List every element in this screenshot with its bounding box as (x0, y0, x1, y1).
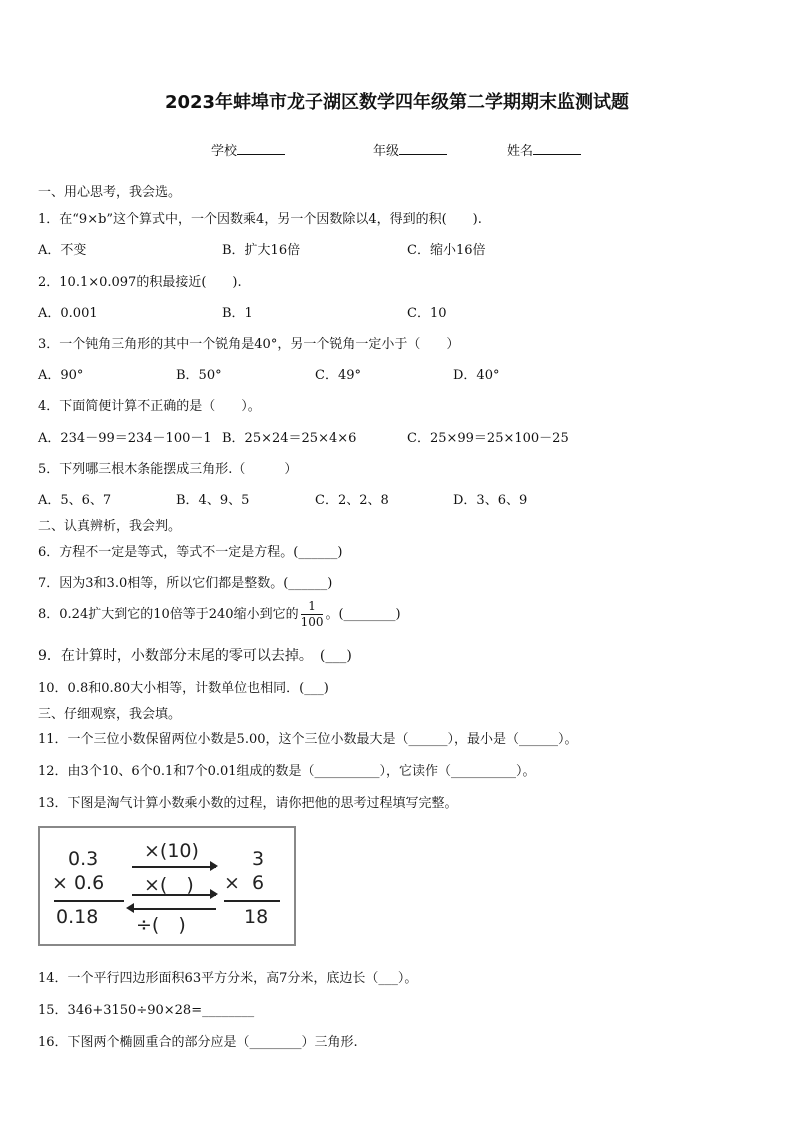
question-5: 5．下列哪三根木条能摆成三角形.（ ） (38, 462, 298, 477)
arrow-1-head (210, 861, 218, 871)
q5-option-c[interactable]: C．2、2、8 (315, 493, 389, 508)
right-rule (224, 900, 280, 902)
name-label: 姓名 (507, 144, 534, 159)
q2-option-b[interactable]: B．1 (222, 306, 253, 321)
school-label: 学校 (211, 144, 238, 159)
arrow-1-line (132, 866, 216, 868)
section-3-heading: 三、仔细观察，我会填。 (38, 707, 182, 722)
factor-3: 3 (252, 848, 265, 870)
q1-option-c[interactable]: C．缩小16倍 (407, 243, 486, 258)
question-15: 15．346+3150÷90×28=________ (38, 1003, 255, 1018)
question-3: 3．一个钝角三角形的其中一个锐角是40°，另一个锐角一定小于（ ） (38, 337, 460, 352)
op-times-blank[interactable]: ×( ) (144, 874, 194, 896)
q2-option-a[interactable]: A．0.001 (38, 306, 98, 321)
grade-label: 年级 (373, 144, 400, 159)
school-blank[interactable] (237, 142, 285, 155)
grade-blank[interactable] (399, 142, 447, 155)
q8-answer-blank: 。(________) (325, 607, 401, 622)
product-18: 18 (244, 906, 269, 928)
q4-option-c[interactable]: C．25×99＝25×100－25 (407, 431, 569, 446)
question-12: 12．由3个10、6个0.1和7个0.01组成的数是（__________），它读作（__________）。 (38, 764, 536, 779)
q5-option-d[interactable]: D．3、6、9 (453, 493, 528, 508)
question-7: 7．因为3和3.0相等，所以它们都是整数。(______) (38, 576, 333, 591)
page-title: 2023年蚌埠市龙子湖区数学四年级第二学期期末监测试题 (164, 92, 630, 113)
section-1-heading: 一、用心思考，我会选。 (38, 185, 182, 200)
question-14: 14．一个平行四边形面积63平方分米，高7分米，底边长（___）。 (38, 971, 418, 986)
factor-0-3: 0.3 (68, 848, 99, 870)
question-4: 4．下面简便计算不正确的是（ ）。 (38, 399, 261, 414)
arrow-2-head (210, 889, 218, 899)
q8-text: 8．0.24扩大到它的10倍等于240缩小到它的 (38, 607, 299, 622)
q3-option-d[interactable]: D．40° (453, 368, 500, 383)
q4-option-b[interactable]: B．25×24＝25×4×6 (222, 431, 357, 446)
q3-option-a[interactable]: A．90° (38, 368, 84, 383)
times-sign: × (224, 872, 240, 894)
name-blank[interactable] (533, 142, 581, 155)
school-field (211, 140, 285, 159)
q5-option-a[interactable]: A．5、6、7 (38, 493, 112, 508)
left-rule (54, 900, 124, 902)
question-10: 10．0.8和0.80大小相等，计数单位也相同．(___) (38, 681, 329, 696)
product-0-18: 0.18 (56, 906, 99, 928)
factor-0-6: × 0.6 (52, 872, 105, 894)
factor-6: 6 (252, 872, 265, 894)
question-16: 16．下图两个椭圆重合的部分应是（________）三角形. (38, 1035, 358, 1050)
q3-option-c[interactable]: C．49° (315, 368, 361, 383)
q2-option-c[interactable]: C．10 (407, 306, 447, 321)
q8-fraction (301, 599, 324, 630)
multiplication-figure (38, 826, 298, 948)
fraction-denominator: 100 (300, 615, 324, 629)
q3-option-b[interactable]: B．50° (176, 368, 222, 383)
question-1: 1．在“9×b”这个算式中，一个因数乘4，另一个因数除以4，得到的积( ). (38, 212, 482, 227)
q1-option-a[interactable]: A．不变 (38, 243, 87, 258)
question-9: 9．在计算时，小数部分末尾的零可以去掉。 (___) (38, 648, 352, 664)
q4-option-a[interactable]: A．234－99＝234－100－1 (38, 431, 212, 446)
q1-option-b[interactable]: B．扩大16倍 (222, 243, 301, 258)
arrow-3-head (126, 903, 134, 913)
q5-option-b[interactable]: B．4、9、5 (176, 493, 250, 508)
section-2-heading: 二、认真辨析，我会判。 (38, 519, 182, 534)
question-2: 2．10.1×0.097的积最接近( ). (38, 275, 242, 290)
fraction-numerator: 1 (301, 599, 324, 615)
question-8 (38, 599, 401, 630)
op-times-ten: ×(10) (144, 840, 199, 862)
name-field (507, 140, 581, 159)
question-13: 13．下图是淘气计算小数乘小数的过程，请你把他的思考过程填写完整。 (38, 796, 458, 811)
question-6: 6．方程不一定是等式，等式不一定是方程。(______) (38, 545, 343, 560)
question-11: 11．一个三位小数保留两位小数是5.00，这个三位小数最大是（______），最小是（______）。 (38, 732, 578, 747)
op-divide-blank[interactable]: ÷( ) (136, 914, 186, 936)
grade-field (373, 140, 447, 159)
arrow-2-line (132, 894, 216, 896)
